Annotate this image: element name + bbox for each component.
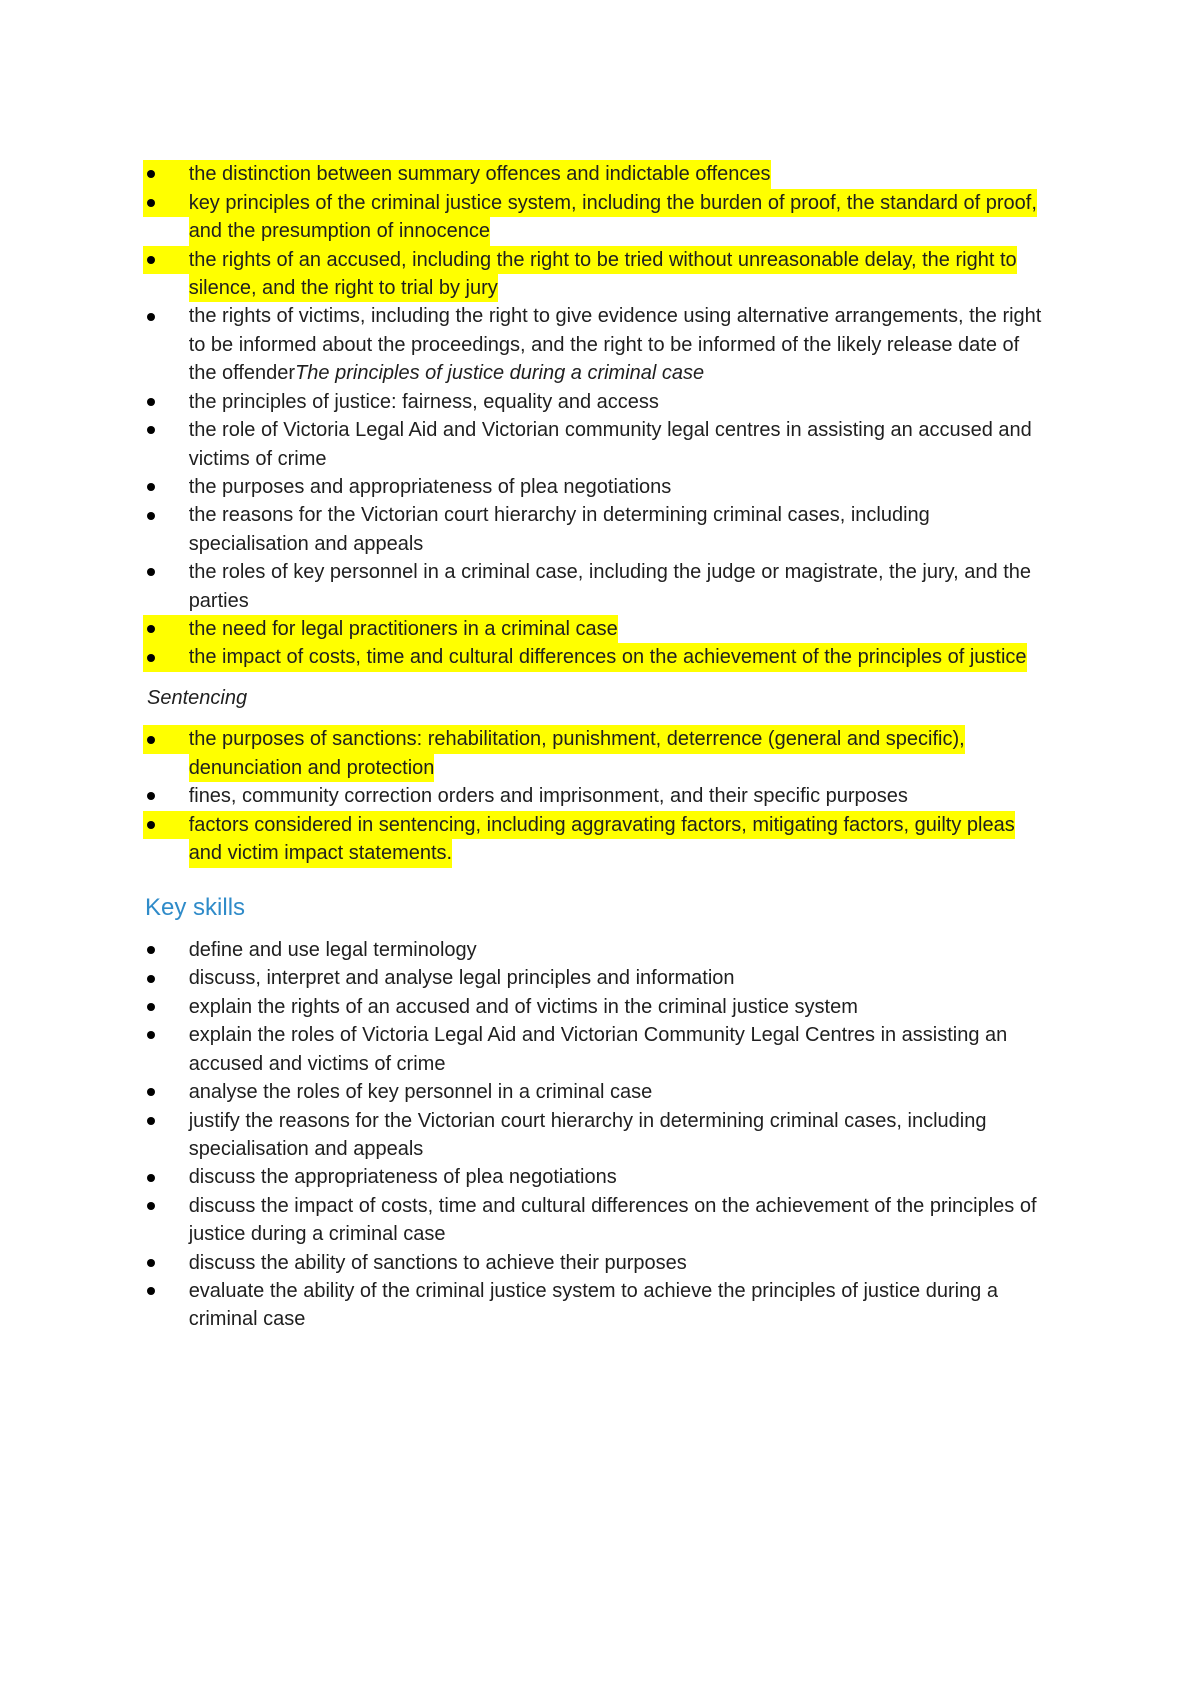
list-item-line [0, 1220, 1200, 1248]
list-item [0, 160, 1200, 188]
bullet-icon [147, 512, 155, 520]
list-item-text: criminal case [188, 1308, 306, 1331]
list-item [0, 501, 1200, 558]
list-item-line [0, 725, 1200, 753]
list-item-line [0, 160, 1200, 188]
bullet-icon [147, 654, 155, 662]
bullet-icon [147, 313, 155, 321]
list-item-line [0, 1277, 1200, 1305]
list-item-line [0, 782, 1200, 810]
list-item-line [0, 388, 1200, 416]
list-item-text: explain the rights of an accused and of victims in the criminal justice system [188, 995, 858, 1018]
list-item-text: the purposes and appropriateness of plea negotiations [188, 475, 672, 498]
list-item [0, 1021, 1200, 1078]
key-skills-list [0, 936, 1200, 1334]
bullet-icon [147, 170, 155, 178]
bullet-icon [147, 1287, 155, 1295]
list-item [0, 1163, 1200, 1191]
list-item-line [0, 1050, 1200, 1078]
list-item-text: silence, and the right to trial by jury [188, 276, 498, 299]
list-item-line [0, 274, 1200, 302]
list-item-line [0, 936, 1200, 964]
list-item [0, 416, 1200, 473]
bullet-icon [147, 736, 155, 744]
list-item [0, 388, 1200, 416]
list-item-text: analyse the roles of key personnel in a criminal case [188, 1081, 653, 1104]
list-item-text: define and use legal terminology [188, 939, 477, 961]
list-item [0, 1277, 1200, 1334]
bullet-icon [147, 1117, 155, 1125]
list-item-text: discuss, interpret and analyse legal principles and information [188, 967, 735, 990]
list-item-text: the impact of costs, time and cultural differences on the achievement of the principles of justice [188, 646, 1027, 669]
list-item [0, 473, 1200, 501]
list-item-line [0, 1107, 1200, 1135]
list-item [0, 1107, 1200, 1164]
list-item-text: and victim impact statements. [188, 842, 453, 865]
list-item-text: parties [188, 589, 249, 612]
section-heading-key-skills: Key skills [145, 893, 246, 921]
list-item [0, 811, 1200, 868]
bullet-icon [147, 946, 155, 954]
list-item-text: accused and victims of crime [188, 1052, 446, 1075]
list-item-text: denunciation and protection [188, 756, 435, 779]
list-item-text: key principles of the criminal justice system, including the burden of proof, the standard of proof, [188, 191, 1037, 214]
list-item-text: justify the reasons for the Victorian court hierarchy in determining criminal cases, including [188, 1109, 987, 1132]
list-item-line [0, 359, 1200, 387]
bullet-icon [147, 1259, 155, 1267]
list-item-text: the purposes of sanctions: rehabilitation, punishment, deterrence (general and specific), [188, 728, 965, 751]
list-item-text: the roles of key personnel in a criminal case, including the judge or magistrate, the jury, and the [188, 561, 1032, 584]
list-item-text: specialisation and appeals [188, 532, 424, 555]
list-item-text: evaluate the ability of the criminal justice system to achieve the principles of justice during a [188, 1280, 998, 1303]
list-item-line [0, 587, 1200, 615]
list-item-line [0, 1163, 1200, 1191]
sentencing-list [0, 725, 1200, 867]
list-item-line [0, 643, 1200, 671]
bullet-icon [147, 975, 155, 983]
list-item-text: discuss the appropriateness of plea negotiations [188, 1166, 617, 1189]
bullet-icon [147, 256, 155, 264]
list-item-line [0, 1249, 1200, 1277]
bullet-icon [147, 483, 155, 491]
list-item [0, 1249, 1200, 1277]
list-item-text: justice during a criminal case [188, 1223, 446, 1246]
list-item-line [0, 501, 1200, 529]
list-item-line [0, 1135, 1200, 1163]
bullet-icon [147, 426, 155, 434]
list-item-text: the offender [188, 362, 296, 385]
list-item-line [0, 189, 1200, 217]
bullet-icon [147, 792, 155, 800]
list-item-text: specialisation and appeals [188, 1137, 424, 1160]
list-item-line [0, 302, 1200, 330]
list-item-line [0, 839, 1200, 867]
list-item-line [0, 1192, 1200, 1220]
bullet-icon [147, 398, 155, 406]
list-item-text: to be informed about the proceedings, and the right to be informed of the likely release date of [188, 333, 1020, 356]
list-item-line [0, 473, 1200, 501]
list-item-text: the role of Victoria Legal Aid and Victorian community legal centres in assisting an accused and [188, 419, 1032, 442]
list-item-line [0, 416, 1200, 444]
bullet-icon [147, 1174, 155, 1182]
list-item-text: the distinction between summary offences and indictable offences [188, 163, 771, 186]
criminal-justice-list [0, 160, 1200, 672]
list-item [0, 1078, 1200, 1106]
list-item-line [0, 445, 1200, 473]
list-item-text: the principles of justice: fairness, equality and access [188, 390, 659, 413]
bullet-icon [147, 1088, 155, 1096]
list-item [0, 302, 1200, 387]
list-item-line [0, 964, 1200, 992]
list-item-line [0, 558, 1200, 586]
list-item-line [0, 331, 1200, 359]
list-item-text: discuss the impact of costs, time and cultural differences on the achievement of the principles of [188, 1194, 1037, 1217]
list-item [0, 936, 1200, 964]
list-item-text: discuss the ability of sanctions to achieve their purposes [188, 1251, 687, 1274]
list-item-text: and the presumption of innocence [188, 220, 491, 243]
bullet-icon [147, 821, 155, 829]
list-item-line [0, 993, 1200, 1021]
list-item [0, 246, 1200, 303]
list-item-line [0, 1305, 1200, 1333]
bullet-icon [147, 568, 155, 576]
list-item-text: victims of crime [188, 447, 327, 470]
list-item [0, 1192, 1200, 1249]
list-item [0, 725, 1200, 782]
list-item-line [0, 615, 1200, 643]
list-item-line [0, 754, 1200, 782]
list-item [0, 782, 1200, 810]
list-item-text: explain the roles of Victoria Legal Aid and Victorian Community Legal Centres in assisting an [188, 1024, 1008, 1047]
bullet-icon [147, 1031, 155, 1039]
list-item-text: the need for legal practitioners in a criminal case [188, 618, 618, 641]
bullet-icon [147, 1202, 155, 1210]
list-item [0, 189, 1200, 246]
list-item-text: fines, community correction orders and imprisonment, and their specific purposes [188, 785, 908, 808]
bullet-icon [147, 1003, 155, 1011]
bullet-icon [147, 199, 155, 207]
list-item-text: the rights of victims, including the right to give evidence using alternative arrangements, the right [188, 305, 1042, 328]
list-item-text: the reasons for the Victorian court hierarchy in determining criminal cases, including [188, 504, 930, 527]
list-item-text: factors considered in sentencing, including aggravating factors, mitigating factors, guilty pleas [188, 813, 1015, 836]
bullet-icon [147, 625, 155, 633]
italic-subheading-text: The principles of justice during a criminal case [295, 362, 705, 385]
list-item [0, 558, 1200, 615]
list-item-line [0, 217, 1200, 245]
section-heading-sentencing: Sentencing [147, 686, 248, 709]
list-item-line [0, 811, 1200, 839]
list-item-line [0, 1021, 1200, 1049]
list-item [0, 643, 1200, 671]
list-item-text: the rights of an accused, including the right to be tried without unreasonable delay, the right to [188, 248, 1017, 271]
list-item-line [0, 530, 1200, 558]
list-item [0, 964, 1200, 992]
list-item-line [0, 1078, 1200, 1106]
list-item [0, 615, 1200, 643]
list-item-line [0, 246, 1200, 274]
list-item [0, 993, 1200, 1021]
